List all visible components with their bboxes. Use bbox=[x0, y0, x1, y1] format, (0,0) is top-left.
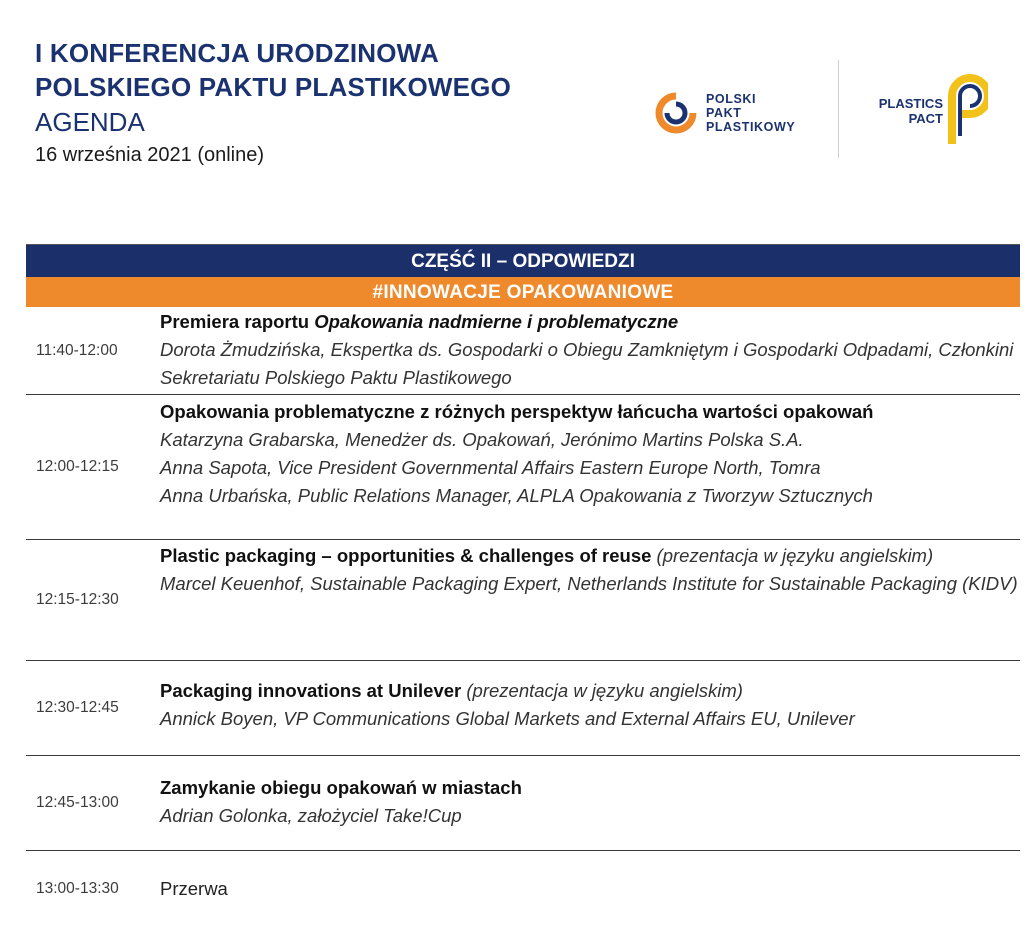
agenda-time: 12:30-12:45 bbox=[36, 699, 119, 716]
break-label: Przerwa bbox=[160, 878, 228, 899]
agenda-time: 12:15-12:30 bbox=[36, 591, 119, 608]
language-note: (prezentacja w języku angielskim) bbox=[466, 680, 743, 701]
logo-divider bbox=[838, 60, 839, 158]
session-title: Plastic packaging – opportunities & challenges of reuse bbox=[160, 545, 652, 566]
agenda-content bbox=[160, 756, 1020, 850]
session-title: Opakowania problematyczne z różnych perspektyw łańcucha wartości opakowań bbox=[160, 401, 874, 422]
conference-title-line-1: I KONFERENCJA URODZINOWA bbox=[35, 38, 439, 68]
polski-pakt-plastikowy-wordmark bbox=[706, 92, 795, 134]
session-title: Zamykanie obiegu opakowań w miastach bbox=[160, 777, 522, 798]
speaker: Anna Sapota, Vice President Governmental Affairs Eastern Europe North, Tomra bbox=[160, 457, 821, 478]
session-title-prefix: Premiera raportu bbox=[160, 311, 315, 332]
agenda-row bbox=[26, 307, 1020, 395]
agenda-time: 12:45-13:00 bbox=[36, 794, 119, 811]
agenda-row bbox=[26, 661, 1020, 756]
agenda-content bbox=[160, 540, 1020, 660]
agenda-content bbox=[160, 307, 1020, 394]
theme-title-bar: #INNOWACJE OPAKOWANIOWE bbox=[26, 277, 1020, 307]
agenda-content bbox=[160, 395, 1020, 539]
session-title bbox=[160, 308, 1020, 336]
language-note: (prezentacja w języku angielskim) bbox=[656, 545, 934, 566]
speaker: Anna Urbańska, Public Relations Manager, ALPLA Opakowania z Tworzyw Sztucznych bbox=[160, 485, 873, 506]
ppp-wordmark-line: POLSKI bbox=[706, 92, 757, 106]
polski-pakt-plastikowy-logo-icon bbox=[654, 90, 698, 136]
plastics-pact-logo-icon bbox=[942, 74, 988, 148]
document-header bbox=[35, 36, 511, 170]
pp-wordmark-line: PACT bbox=[908, 111, 943, 126]
partner-logos bbox=[650, 60, 1010, 160]
speaker: Dorota Żmudzińska, Ekspertka ds. Gospodarki o Obiegu Zamkniętym i Gospodarki Odpadami, Członkini Sekretariatu Polskiego Paktu Plastikowego bbox=[160, 339, 1014, 388]
agenda-row bbox=[26, 395, 1020, 540]
agenda-row bbox=[26, 756, 1020, 851]
agenda-content bbox=[160, 851, 1020, 927]
agenda-row bbox=[26, 851, 1020, 927]
agenda-time: 12:00-12:15 bbox=[36, 458, 119, 475]
agenda-row bbox=[26, 540, 1020, 661]
part-title-bar: CZĘŚĆ II – ODPOWIEDZI bbox=[26, 244, 1020, 277]
ppp-wordmark-line: PLASTIKOWY bbox=[706, 120, 796, 134]
session-heading bbox=[160, 677, 1020, 705]
session-title: Packaging innovations at Unilever bbox=[160, 680, 462, 701]
report-title: Opakowania nadmierne i problematyczne bbox=[314, 311, 679, 332]
agenda-content bbox=[160, 661, 1020, 755]
pp-wordmark-line: PLASTICS bbox=[878, 96, 943, 111]
speaker: Katarzyna Grabarska, Menedżer ds. Opakowań, Jerónimo Martins Polska S.A. bbox=[160, 429, 804, 450]
agenda-heading: AGENDA bbox=[35, 107, 145, 137]
agenda-table bbox=[26, 244, 1020, 927]
conference-title-line-2: POLSKIEGO PAKTU PLASTIKOWEGO bbox=[35, 72, 512, 102]
agenda-time: 13:00-13:30 bbox=[36, 880, 119, 897]
session-heading bbox=[160, 542, 1020, 570]
agenda-time: 11:40-12:00 bbox=[36, 341, 118, 359]
speaker: Marcel Keuenhof, Sustainable Packaging Expert, Netherlands Institute for Sustainable Packaging (KIDV) bbox=[160, 573, 1018, 594]
speaker: Adrian Golonka, założyciel Take!Cup bbox=[160, 805, 462, 826]
ppp-wordmark-line: PAKT bbox=[706, 106, 742, 120]
plastics-pact-wordmark bbox=[865, 96, 943, 126]
conference-date: 16 września 2021 (online) bbox=[35, 144, 265, 166]
speaker: Annick Boyen, VP Communications Global Markets and External Affairs EU, Unilever bbox=[160, 708, 855, 729]
